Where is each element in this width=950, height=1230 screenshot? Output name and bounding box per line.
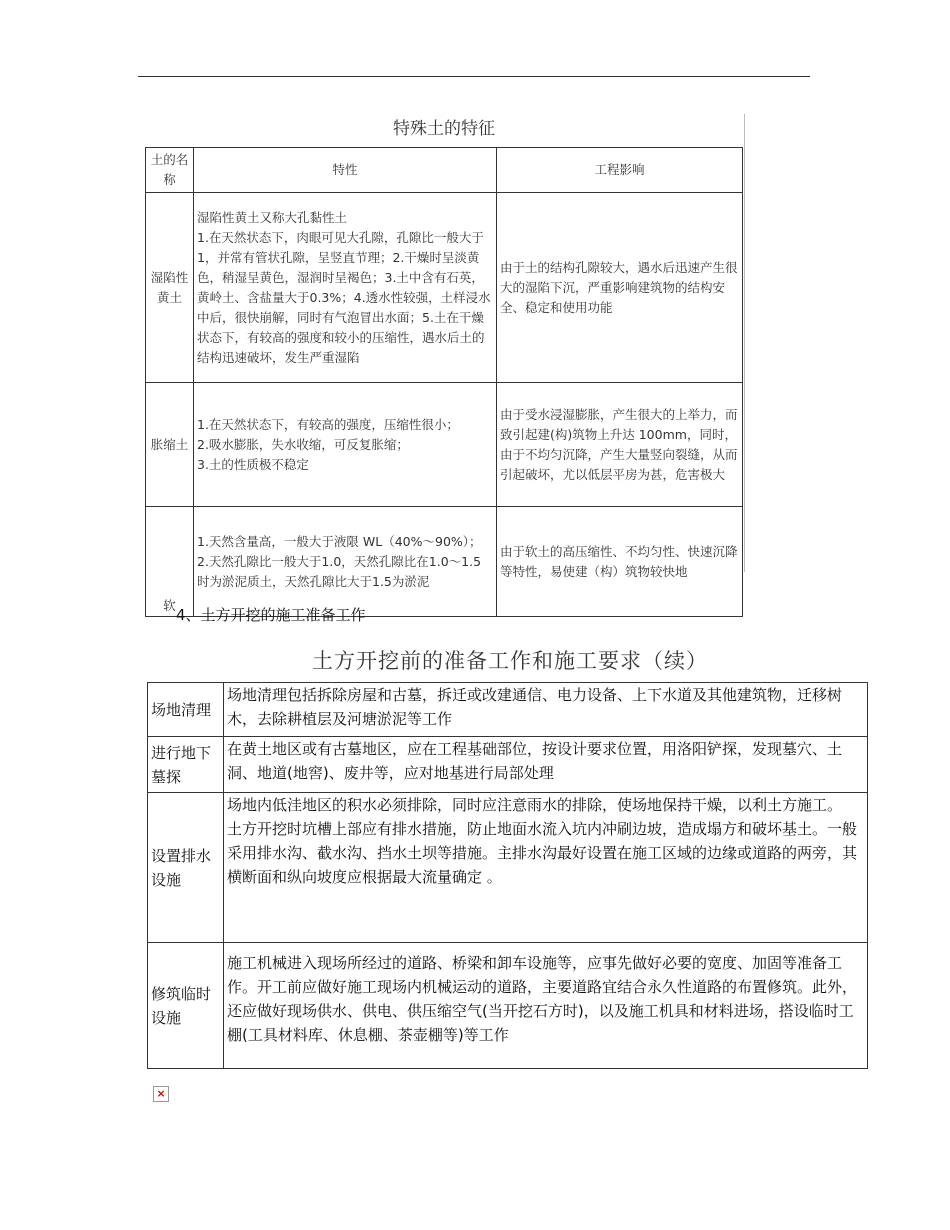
special-soil-table-image [140,112,748,613]
soil-impact: 由于土的结构孔隙较大，遇水后迅速产生很大的湿陷下沉，严重影响建筑物的结构安全、稳定和使用功能 [497,193,743,383]
soil-name: 胀缩土 [146,383,194,507]
soil-impact: 由于软土的高压缩性、不均匀性、快速沉降等特性，易使建（构）筑物较快地 [497,507,743,617]
table-row [148,793,868,943]
prep-content: 施工机械进入现场所经过的道路、桥梁和卸车设施等，应事先做好必要的宽度、加固等准备工作。开工前应做好施工现场内机械运动的道路，主要道路宜结合永久性道路的布置修筑。此外，还应做好现场供水、供电、供压缩空气(当开挖石方时)，以及施工机具和材料进场，搭设临时工棚(工具材料库、休息棚、茶壶棚等)等工作 [224,943,868,1069]
table-row [146,193,743,383]
table-row [148,737,868,793]
prep-item: 进行地下墓探 [148,737,224,793]
prep-table-title: 土方开挖前的准备工作和施工要求（续） [312,649,708,673]
header-impact: 工程影响 [497,148,743,193]
prep-item: 场地清理 [148,683,224,737]
table-row [148,943,868,1069]
header-name: 土的名称 [146,148,194,193]
soil-feature: 1.天然含量高，一般大于液限 WL（40%～90%）； 2.天然孔隙比一般大于1.0，天然孔隙比在1.0～1.5时为淤泥质土，天然孔隙比大于1.5为淤泥 [194,507,497,617]
prep-item: 修筑临时设施 [148,943,224,1069]
header-feature: 特性 [194,148,497,193]
header-rule [138,76,810,77]
soil-name: 软 [146,507,194,617]
section-heading: 4、土方开挖的施工准备工作 [176,606,366,624]
prep-table [147,682,868,1069]
prep-content: 场地内低洼地区的积水必须排除，同时应注意雨水的排除，使场地保持干燥，以利土方施工。 土方开挖时坑槽上部应有排水措施，防止地面水流入坑内冲刷边坡，造成塌方和破坏基土。一般采用排水沟、截水沟、挡水土坝等措施。主排水沟最好设置在施工区域的边缘或道路的两旁，其横断面和纵向坡度应根据最大流量确定 。 [224,793,868,943]
table-row [146,383,743,507]
prep-content: 场地清理包括拆除房屋和古墓，拆迁或改建通信、电力设备、上下水道及其他建筑物，迁移树木，去除耕植层及河塘淤泥等工作 [224,683,868,737]
soil-feature: 1.在天然状态下，有较高的强度，压缩性很小； 2.吸水膨胀，失水收缩，可反复胀缩； 3.土的性质极不稳定 [194,383,497,507]
table-row [146,507,743,617]
table-header-row [146,148,743,193]
prep-item: 设置排水设施 [148,793,224,943]
table-row [148,683,868,737]
soil-impact: 由于受水浸湿膨胀，产生很大的上举力，而致引起建(构)筑物上升达 100mm，同时，由于不均匀沉降，产生大量竖向裂缝，从而引起破坏，尤以低层平房为甚，危害极大 [497,383,743,507]
soil-name: 湿陷性黄土 [146,193,194,383]
soil-feature: 湿陷性黄土又称大孔黏性土 1.在天然状态下，肉眼可见大孔隙，孔隙比一般大于1，并常有管状孔隙，呈竖直节理；2.干燥时呈淡黄色，稍湿呈黄色，湿润时呈褐色；3.土中含有石英，黄岭土、含盐量大于0.3%；4.透水性较强，土样浸水中后，很快崩解，同时有气泡冒出水面；5.土在干燥状态下，有较高的强度和较小的压缩性，遇水后土的结构迅速破坏，发生严重湿陷 [194,193,497,383]
prep-content: 在黄土地区或有古墓地区，应在工程基础部位，按设计要求位置，用洛阳铲探，发现墓穴、土洞、地道(地窖)、废井等，应对地基进行局部处理 [224,737,868,793]
special-soil-title: 特殊土的特征 [393,119,495,139]
broken-image-icon: × [153,1086,169,1102]
special-soil-table [145,147,743,617]
